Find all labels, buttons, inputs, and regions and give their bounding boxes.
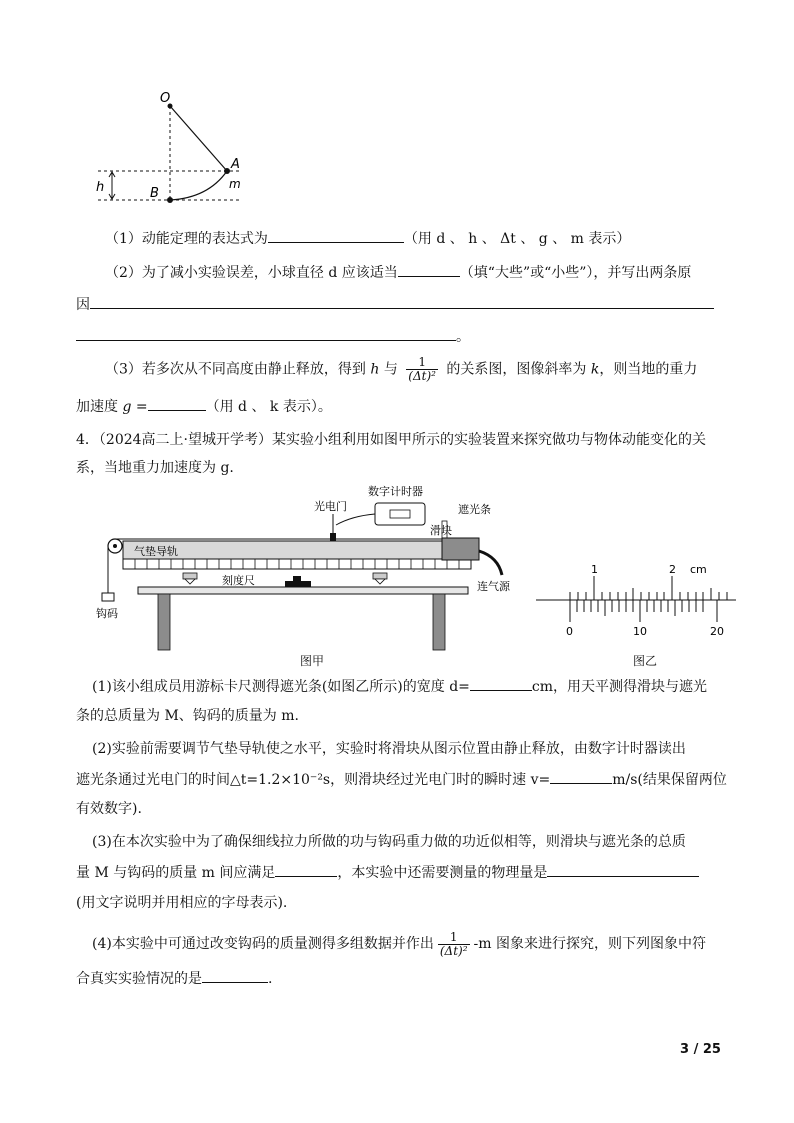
q4-part1-line2: 条的总质量为 M、钩码的质量为 m. — [76, 708, 299, 724]
strip-label: 遮光条 — [458, 503, 491, 516]
q4-intro-line2: 系，当地重力加速度为 g. — [76, 460, 234, 476]
label-h: h — [96, 180, 105, 195]
q3-part2: （2）为了减小实验误差，小球直径 d 应该适当 （填“大些”或“小些”），并写出两条原 — [105, 262, 691, 283]
page-number: 3 / 25 — [680, 1042, 721, 1057]
main-scale-2: 2 — [669, 563, 676, 576]
ruler-label: 刻度尺 — [222, 574, 255, 587]
q4-part1: (1)该小组成员用游标卡尺测得遮光条(如图乙所示)的宽度 d= cm，用天平测得滑块与遮光 — [92, 676, 707, 697]
label-o: O — [160, 91, 171, 106]
q4-part2-line2: 遮光条通过光电门的时间△t=1.2×10⁻²s，则滑块经过光电门时的瞬时速 v= m/s(结果保留两位 — [76, 769, 727, 790]
vernier-0: 0 — [566, 625, 573, 638]
vernier-20: 20 — [710, 625, 724, 638]
q4-part2-line3: 有效数字). — [76, 801, 142, 817]
answer-blank-2[interactable] — [398, 262, 460, 277]
figure-a-caption: 图甲 — [300, 654, 325, 668]
q3-part3: （3）若多次从不同高度由静止释放，得到 h 与 $\frac{1}{\text{(Δt)²}}$ 的关系图，图像斜率为 k，则当地的重力 — [105, 355, 698, 383]
fraction-one-over-dt-squared-2: $\frac{1}{\text{(Δt)²}}$ — [439, 929, 468, 958]
q3-part1: （1）动能定理的表达式为 （用 d 、 h 、 Δt 、 g 、 m 表示） — [105, 228, 630, 249]
q3-part2-line3: 。 — [76, 326, 470, 347]
timer-label: 数字计时器 — [368, 485, 423, 498]
q4-part3-line3: (用文字说明并用相应的字母表示). — [76, 895, 288, 911]
air-source-label: 连气源 — [477, 580, 510, 593]
photogate-label: 光电门 — [314, 500, 347, 513]
pendulum-figure — [90, 88, 260, 213]
q4-part4-line2: 合真实实验情况的是 . — [76, 968, 272, 989]
q3-part3-line2: 加速度 g = （用 d 、 k 表示）。 — [76, 396, 332, 417]
q4-part4: (4)本实验中可通过改变钩码的质量测得多组数据并作出 $\frac{1}{\text{(Δt)²}}$ -m 图象来进行探究，则下列图象中符 — [92, 929, 706, 958]
q4-part3: (3)在本次实验中为了确保细线拉力所做的功与钩码重力做的功近似相等，则滑块与遮光条的总质 — [92, 834, 686, 850]
vernier-10: 10 — [633, 625, 647, 638]
rail-label: 气垫导轨 — [134, 545, 178, 558]
q4-part2: (2)实验前需要调节气垫导轨使之水平，实验时将滑块从图示位置由静止释放，由数字计时器读出 — [92, 741, 686, 757]
q3-part2-line2: 因 — [76, 294, 714, 315]
answer-blank-reason-2[interactable] — [76, 326, 456, 341]
q4-intro: 4．（2024高二上·望城开学考）某实验小组利用如图甲所示的实验装置来探究做功与物体动能变化的关 — [76, 432, 706, 448]
label-m: m — [229, 177, 241, 191]
answer-blank-quantity[interactable] — [547, 862, 699, 877]
answer-blank-reason-1[interactable] — [90, 294, 714, 309]
answer-blank-d[interactable] — [470, 676, 532, 691]
air-track-figure — [90, 483, 520, 678]
answer-blank-condition[interactable] — [275, 862, 337, 877]
answer-blank-g[interactable] — [148, 396, 206, 411]
label-b: B — [150, 186, 159, 201]
slider-label: 滑块 — [430, 524, 452, 537]
answer-blank-1[interactable] — [268, 228, 404, 243]
main-scale-unit: cm — [690, 563, 707, 576]
answer-blank-v[interactable] — [550, 769, 612, 784]
fraction-one-over-dt-squared: $\frac{1}{\text{(Δt)²}}$ — [408, 355, 436, 383]
figure-b-caption: 图乙 — [633, 654, 658, 668]
vernier-figure — [532, 560, 740, 640]
label-a: A — [231, 157, 240, 172]
q4-part3-line2: 量 M 与钩码的质量 m 间应满足 ，本实验中还需要测量的物理量是 — [76, 862, 699, 883]
weight-label: 钩码 — [96, 607, 118, 620]
main-scale-1: 1 — [591, 563, 598, 576]
answer-blank-graph[interactable] — [202, 968, 268, 983]
